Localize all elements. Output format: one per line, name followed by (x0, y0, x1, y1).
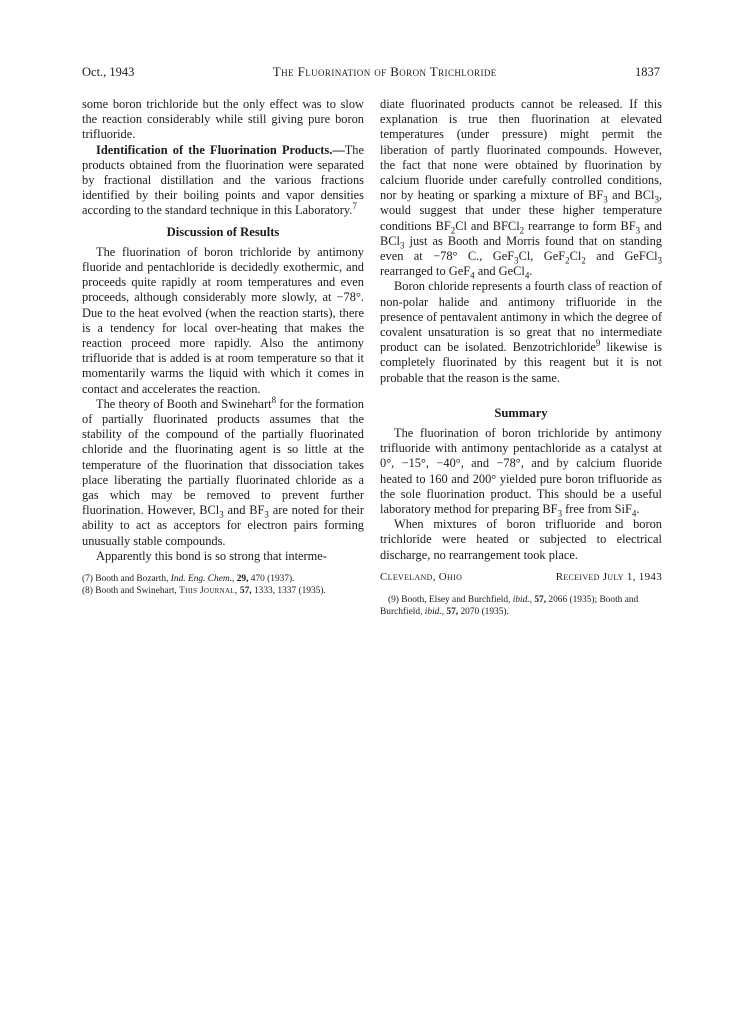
runin-heading-identification: Identification of the Fluorination Products.— (96, 142, 345, 157)
paragraph-summary-1: The fluorination of boron trichloride by antimony trifluoride with antimony pentachloride as a catalyst at 0°, −15°, −40°, and −78°, and by calcium fluoride heated to 160 and 200° yielded pure boron trifluoride as the sole fluorination product. This should be a useful laboratory method for preparing $BF_3$ free from SiF$_4$. (380, 426, 662, 519)
spacer (380, 386, 662, 400)
footnote-ref-9: 9 (595, 338, 601, 349)
footnotes-left (82, 574, 364, 597)
header-title: The Fluorination of Boron Trichloride (272, 64, 497, 79)
footnote-ref-7: 7 (352, 201, 357, 212)
left-column (82, 97, 364, 597)
footnotes-right (380, 595, 662, 618)
paragraph-discussion-3: Apparently this bond is so strong that interme- (96, 548, 327, 563)
paragraph-continued: some boron trichloride but the only effect was to slow the reaction considerably while still giving pure boron trifluoride. (82, 97, 364, 142)
section-heading-discussion: Discussion of Results (166, 224, 280, 239)
footnote-9: (9) Booth, Elsey and Burchfield, ibid., 57, 2066 (1935); Booth and Burchfield, ibid., 57, 2070 (1935). (380, 595, 639, 617)
signoff (380, 570, 662, 585)
paragraph-summary-2: When mixtures of boron trifluoride and boron trichloride were heated or subjected to electrical discharge, no rearrangement took place. (380, 517, 662, 562)
signoff-place: Cleveland, Ohio (380, 570, 463, 583)
footnote-7: (7) Booth and Bozarth, Ind. Eng. Chem., 29, 470 (1937). (82, 574, 295, 585)
page-number: 1837 (635, 65, 660, 79)
right-column (380, 97, 662, 618)
signoff-received: Received July 1, 1943 (555, 570, 662, 583)
footnote-ref-8: 8 (271, 394, 277, 405)
paragraph-boron-chloride: Boron chloride represents a fourth class of reaction of non-polar halide and antimony trifluoride in the presence of pentavalent antimony in which the degree of covalent unsaturation is so great that no intermediate product can be isolated. Benzotrichloride$^9$ likewise is completely fluorinated by this reagent but it is not probable that the reason is the same. (380, 279, 662, 385)
paragraph-discussion-1: The fluorination of boron trichloride by antimony fluoride and pentachloride is decidedly exothermic, and proceeds quite rapidly at room temperatures and even proceeds, although considerably more slowly, at −78°. Due to the heat evolved (when the reaction starts), there is a tendency for local over-heating that makes the reaction proceed more rapidly. Also the antimony trifluoride that is added is at room temperature so that it momentarily warms the liquid with which it comes in contact and accelerates the reaction. (82, 244, 364, 396)
paragraph-continued-right: diate fluorinated products cannot be released. If this explanation is true then fluorination at elevated temperatures (under pressure) might permit the liberation of partly fluorinated compounds. However, the fact that none were obtained by fluorination by calcium fluoride under carefully controlled conditions, nor by heating or sparking a mixture of $BF_3$ and BCl$_3$, would suggest that under these higher temperature conditions $BF_2Cl$ and BFCl$_2$ rearrange to form $BF_3$ and BCl$_3$ just as Booth and Morris found that on standing even at −78° C., GeF$_3$Cl, $GeF_2Cl_2$ and GeFCl$_3$ rearranged to GeF$_4$ and GeCl$_4$. (380, 97, 663, 281)
section-heading-summary: Summary (494, 405, 548, 420)
header-date: Oct., 1943 (82, 65, 135, 79)
paragraph-discussion-2: The theory of Booth and Swinehart$^8$ for the formation of partially fluorinated products assumes that the stability of the compound of the partially fluorinated chloride and the fluorinating agent is so little at the temperature of the fluorination that dissociation takes place liberating the partially fluorinated chloride as a gas which may be removed to prevent further fluorination. However, BCl$_3$ and $BF_3$ are noted for their ability to act as acceptors for electron pairs forming unusually stable compounds. (82, 394, 365, 548)
running-header (82, 64, 660, 80)
footnote-8: (8) Booth and Swinehart, This Journal, 57, 1333, 1337 (1935). (82, 585, 326, 596)
paragraph-identification: Identification of the Fluorination Products.—The products obtained from the fluorination were separated by fractional distillation and the various fractions identified by their boiling points and vapor densities according to the standard technique in this Laboratory.$^7$ (82, 142, 364, 218)
